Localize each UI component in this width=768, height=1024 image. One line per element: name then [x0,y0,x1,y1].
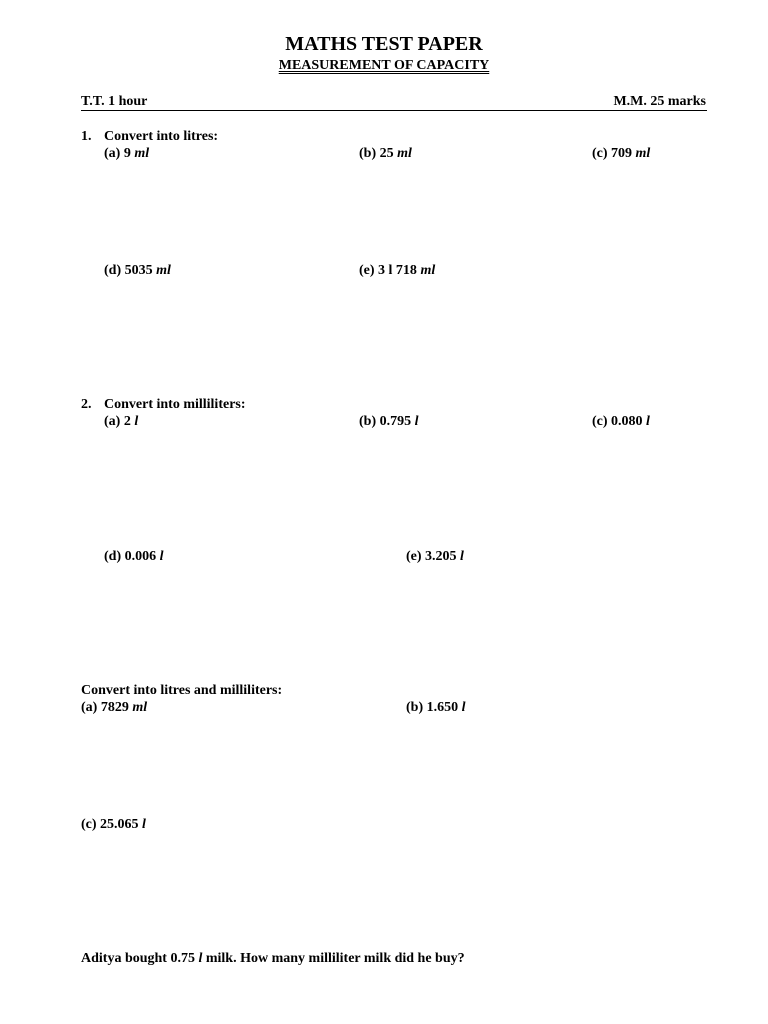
question-2-prompt: 2. Convert into milliliters: [81,397,246,412]
question-1-number: 1. [81,129,92,144]
header-divider [81,110,707,111]
question-2b: (b) 0.795 l [359,414,419,429]
page-title: MATHS TEST PAPER [285,33,483,55]
page-subtitle: MEASUREMENT OF CAPACITY [278,58,490,73]
question-2a: (a) 2 l [104,414,139,429]
question-2-number: 2. [81,397,92,412]
max-marks: M.M. 25 marks [613,94,706,109]
question-1b: (b) 25 ml [359,146,412,161]
question-1c: (c) 709 ml [592,146,651,161]
question-1-prompt: 1. Convert into litres: [81,129,219,144]
question-3b: (b) 1.650 l [406,700,466,715]
question-3c: (c) 25.065 l [81,817,146,832]
question-2e: (e) 3.205 l [406,549,464,564]
question-3-prompt: Convert into litres and milliliters: [81,683,283,698]
question-2c: (c) 0.080 l [592,414,650,429]
question-1e: (e) 3 l 718 ml [359,263,436,278]
time-allowed: T.T. 1 hour [81,94,148,109]
question-1d: (d) 5035 ml [104,263,171,278]
question-3a: (a) 7829 ml [81,700,148,715]
question-4: Aditya bought 0.75 l milk. How many milliliter milk did he buy? [81,951,465,966]
question-1a: (a) 9 ml [104,146,150,161]
question-2d: (d) 0.006 l [104,549,164,564]
